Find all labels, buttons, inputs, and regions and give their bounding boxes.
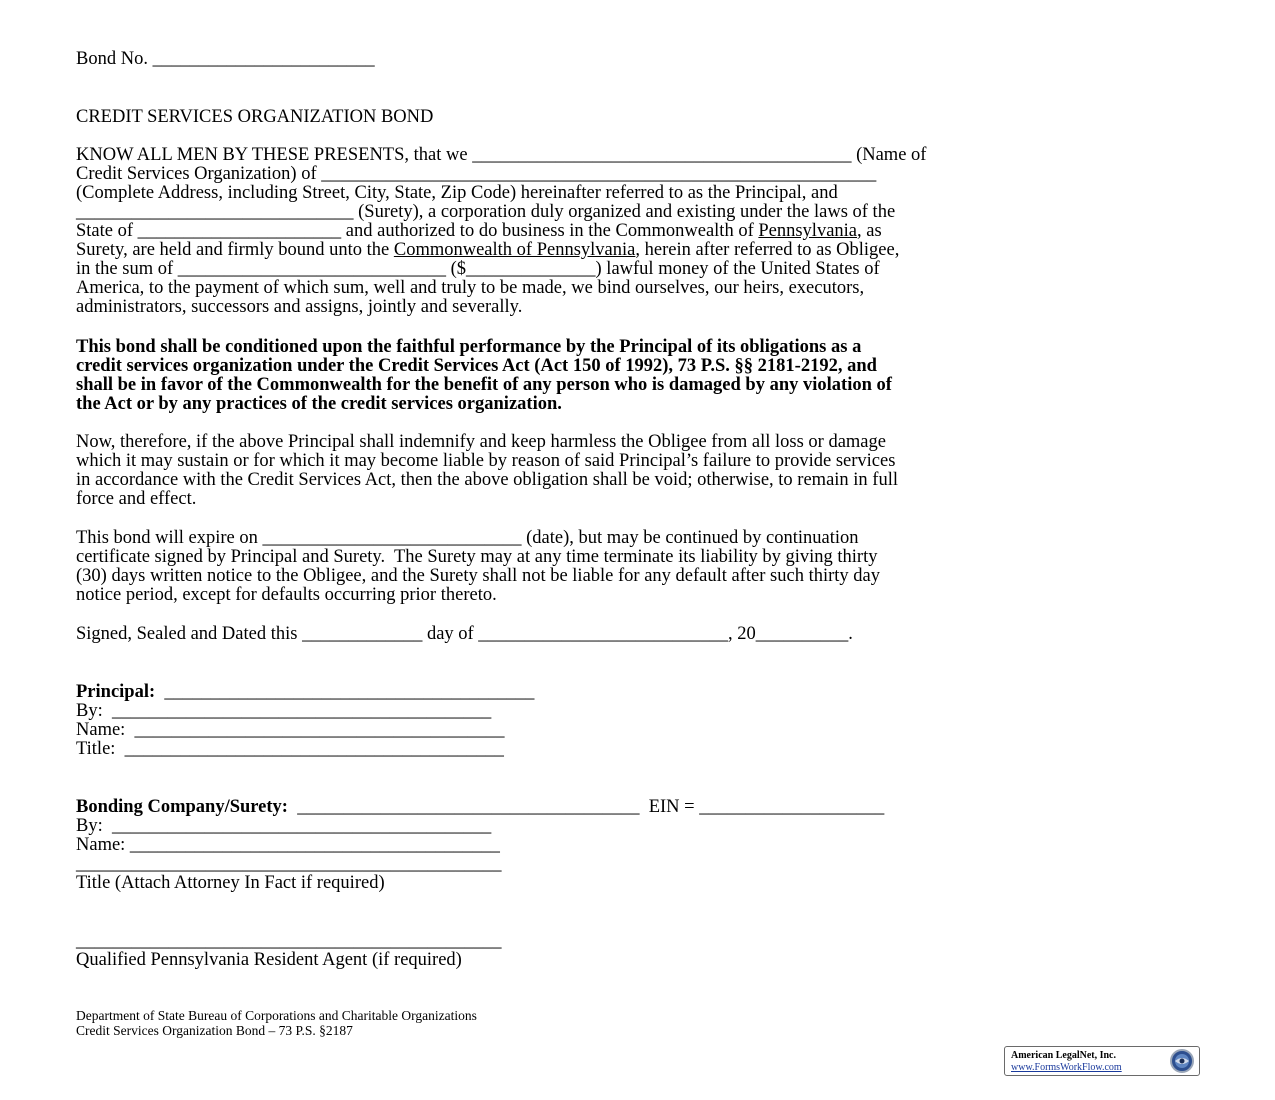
principal-by-line: By: _________________________________________ — [76, 701, 492, 721]
bond-number-line: Bond No. ________________________ — [76, 49, 375, 69]
footer-department: Department of State Bureau of Corporations and Charitable Organizations — [76, 1008, 477, 1023]
paragraph-line: Now, therefore, if the above Principal shall indemnify and keep harmless the Obligee from all loss or damage — [76, 432, 886, 452]
surety-blank-and-ein: _____________________________________ EIN = ____________________ — [287, 797, 885, 817]
surety-by-line: By: _________________________________________ — [76, 816, 492, 836]
principal-blank: ________________________________________ — [155, 682, 535, 702]
principal-name-line: Name: ________________________________________ — [76, 720, 505, 740]
paragraph-line: shall be in favor of the Commonwealth for the benefit of any person who is damaged by any violation of — [76, 375, 892, 395]
surety-title-label: Title (Attach Attorney In Fact if required) — [76, 873, 385, 893]
badge-url-link[interactable]: www.FormsWorkFlow.com — [1011, 1062, 1122, 1073]
text-segment: , herein after referred to as Obligee, — [635, 240, 900, 260]
paragraph-line: the Act or by any practices of the credit services organization. — [76, 394, 562, 414]
paragraph-line: administrators, successors and assigns, jointly and severally. — [76, 297, 523, 317]
american-legalnet-badge[interactable] — [1004, 1046, 1200, 1076]
paragraph-line: (30) days written notice to the Obligee, and the Surety shall not be liable for any default after such thirty day — [76, 566, 880, 586]
paragraph-line: in accordance with the Credit Services Act, then the above obligation shall be void; otherwise, to remain in full — [76, 470, 898, 490]
paragraph-line — [76, 222, 882, 241]
surety-title-blank: ______________________________________________ — [76, 854, 502, 874]
surety-line — [76, 798, 884, 817]
paragraph-line: ______________________________ (Surety), a corporation duly organized and existing under the laws of the — [76, 202, 896, 222]
text-segment: State of ______________________ and authorized to do business in the Commonwealth of — [76, 221, 759, 241]
paragraph-line — [76, 241, 899, 260]
paragraph-line: This bond will expire on ____________________________ (date), but may be continued by continuation — [76, 528, 859, 548]
agent-label: Qualified Pennsylvania Resident Agent (if required) — [76, 950, 462, 970]
footer-form-name: Credit Services Organization Bond – 73 P.S. §2187 — [76, 1023, 353, 1038]
text-segment: Surety, are held and firmly bound unto the — [76, 240, 394, 260]
paragraph-line: America, to the payment of which sum, well and truly to be made, we bind ourselves, our heirs, executors, — [76, 278, 865, 298]
underlined-state: Pennsylvania — [758, 221, 858, 241]
paragraph-line: KNOW ALL MEN BY THESE PRESENTS, that we _________________________________________ (Name of — [76, 145, 927, 165]
paragraph-line: in the sum of _____________________________ ($______________) lawful money of the United States of — [76, 259, 880, 279]
surety-name-line: Name: ________________________________________ — [76, 835, 500, 855]
paragraph-line: Credit Services Organization) of ____________________________________________________________ — [76, 164, 877, 184]
paragraph-line: force and effect. — [76, 489, 197, 509]
paragraph-line: credit services organization under the Credit Services Act (Act 150 of 1992), 73 P.S. §§ 2181-2192, and — [76, 356, 877, 376]
principal-line — [76, 683, 534, 702]
document-title: CREDIT SERVICES ORGANIZATION BOND — [76, 107, 434, 127]
paragraph-line: This bond shall be conditioned upon the faithful performance by the Principal of its obligations as a — [76, 337, 862, 357]
surety-label: Bonding Company/Surety: — [76, 797, 288, 817]
agent-signature-blank: ______________________________________________ — [76, 931, 502, 951]
paragraph-line: which it may sustain or for which it may become liable by reason of said Principal’s failure to provide services — [76, 451, 896, 471]
text-segment: , as — [857, 221, 882, 241]
paragraph-line: (Complete Address, including Street, City, State, Zip Code) hereinafter referred to as the Principal, and — [76, 183, 838, 203]
badge-company: American LegalNet, Inc. — [1011, 1050, 1116, 1061]
paragraph-line: notice period, except for defaults occurring prior thereto. — [76, 585, 497, 605]
principal-label: Principal: — [76, 682, 156, 702]
globe-icon — [1169, 1048, 1195, 1074]
signed-sealed-line: Signed, Sealed and Dated this _____________ day of ___________________________, 20__________. — [76, 624, 853, 644]
paragraph-line: certificate signed by Principal and Surety. The Surety may at any time terminate its liability by giving thirty — [76, 547, 878, 567]
principal-title-line: Title: _________________________________________ — [76, 739, 504, 759]
underlined-obligee: Commonwealth of Pennsylvania — [393, 240, 636, 260]
